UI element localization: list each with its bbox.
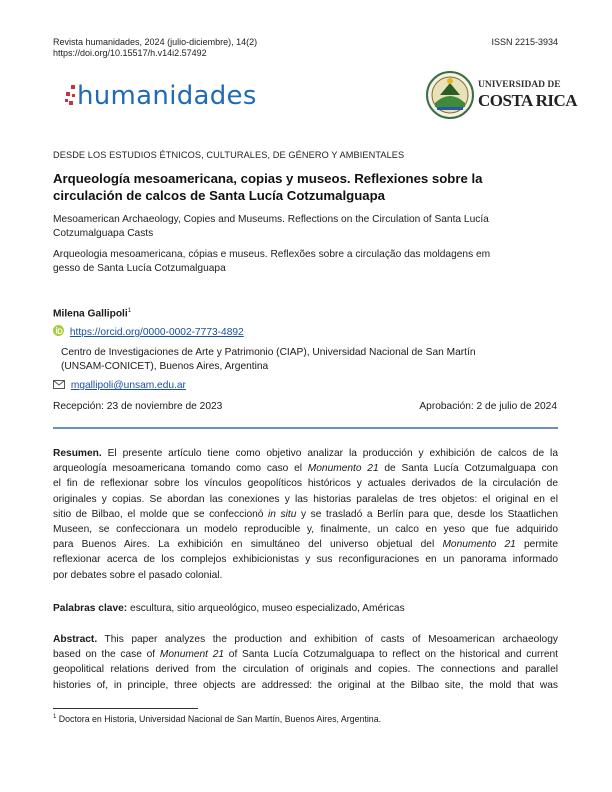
issn: ISSN 2215-3934 xyxy=(491,37,558,47)
university-seal-icon xyxy=(426,69,474,121)
footnote: $^1$ Doctora en Historia, Universidad Nacional de San Martín, Buenos Aires, Argentina. xyxy=(53,714,382,724)
title-portuguese: Arqueologia mesoamericana, cópias e museus. Reflexões sobre a circulação das moldagens em gesso de Santa Lucía Cotzumalguapa xyxy=(53,249,491,274)
orcid-row xyxy=(53,325,244,338)
author-name: Milena Gallipoli$^1$ xyxy=(53,308,132,320)
article-doi[interactable]: https://doi.org/10.15517/h.v14i2.57492 xyxy=(53,48,207,58)
envelope-icon xyxy=(53,380,65,389)
resumen-paragraph: Resumen. El presente artículo tiene como objetivo analizar la producción y exhibición de calcos de la arqueología mesoamericana tomando como caso el Monumento 21 de Santa Lucía Cotzumalguapa con el fin de reflexionar sobre los vínculos geopolíticos históricos y actuales derivados de la circulación de originales y copias. Se abordan las conexiones y las historias paralelas de tres objetos: el original en el sitio de Bilbao, el molde que se confeccionó in situ y se trasladó a Berlín para que, desde los Staatlichen Museen, se confeccionara un modelo reproducible y, finalmente, un calco en yeso que fue adquirido para Buenos Aires. La exhibición en simultáneo del universo objetual del Monumento 21 permite reflexionar acerca de los complejos exhibicionistas y sus reconfiguraciones en un panorama informado por debates sobre el pasado colonial. xyxy=(53,448,558,581)
orcid-icon xyxy=(53,325,64,336)
university-name-line1: UNIVERSIDAD DE xyxy=(478,80,561,90)
received-date: Recepción: 23 de noviembre de 2023 xyxy=(53,401,223,412)
journal-citation: Revista humanidades, 2024 (julio-diciembre), 14(2) xyxy=(53,37,258,47)
email-link[interactable]: mgallipoli@unsam.edu.ar xyxy=(70,380,186,391)
journal-logo-text: humanidades xyxy=(77,81,257,111)
university-name-line2: COSTA RICA xyxy=(478,91,578,110)
approved-date: Aprobación: 2 de julio de 2024 xyxy=(419,401,557,412)
title-english: Mesoamerican Archaeology, Copies and Museums. Reflections on the Circulation of Santa Lucía Cotzumalguapa Casts xyxy=(53,214,489,239)
abstract-label: Abstract. xyxy=(53,634,98,645)
separator-rule xyxy=(53,427,558,429)
section-label: DESDE LOS ESTUDIOS ÉTNICOS, CULTURALES, DE GÉNERO Y AMBIENTALES xyxy=(53,150,405,160)
abstract-paragraph: Abstract. This paper analyzes the production and exhibition of casts of Mesoamerican archaeology based on the case of Monument 21 of Santa Lucía Cotzumalguapa to reflect on the historical and current geopolitical relations derived from the circulation of originals and copies. The connections and parallel histories of, in principle, three objects are addressed: the original at the Bilbao site, the mold that was xyxy=(53,634,559,691)
footnote-rule xyxy=(53,708,198,709)
journal-logo-mark-icon xyxy=(64,84,78,110)
orcid-link[interactable]: https://orcid.org/0000-0002-7773-4892 xyxy=(69,327,244,338)
author-affiliation: Centro de Investigaciones de Arte y Patrimonio (CIAP), Universidad Nacional de San Martín (UNSAM-CONICET), Buenos Aires, Argentina xyxy=(61,347,476,372)
title-spanish: Arqueología mesoamericana, copias y museos. Reflexiones sobre la circulación de calcos de Santa Lucía Cotzumalguapa xyxy=(53,171,483,203)
resumen-label: Resumen. xyxy=(53,448,102,459)
email-row xyxy=(53,380,186,391)
university-logo xyxy=(426,69,578,121)
keywords: Palabras clave: escultura, sitio arqueológico, museo especializado, Américas xyxy=(53,603,405,614)
